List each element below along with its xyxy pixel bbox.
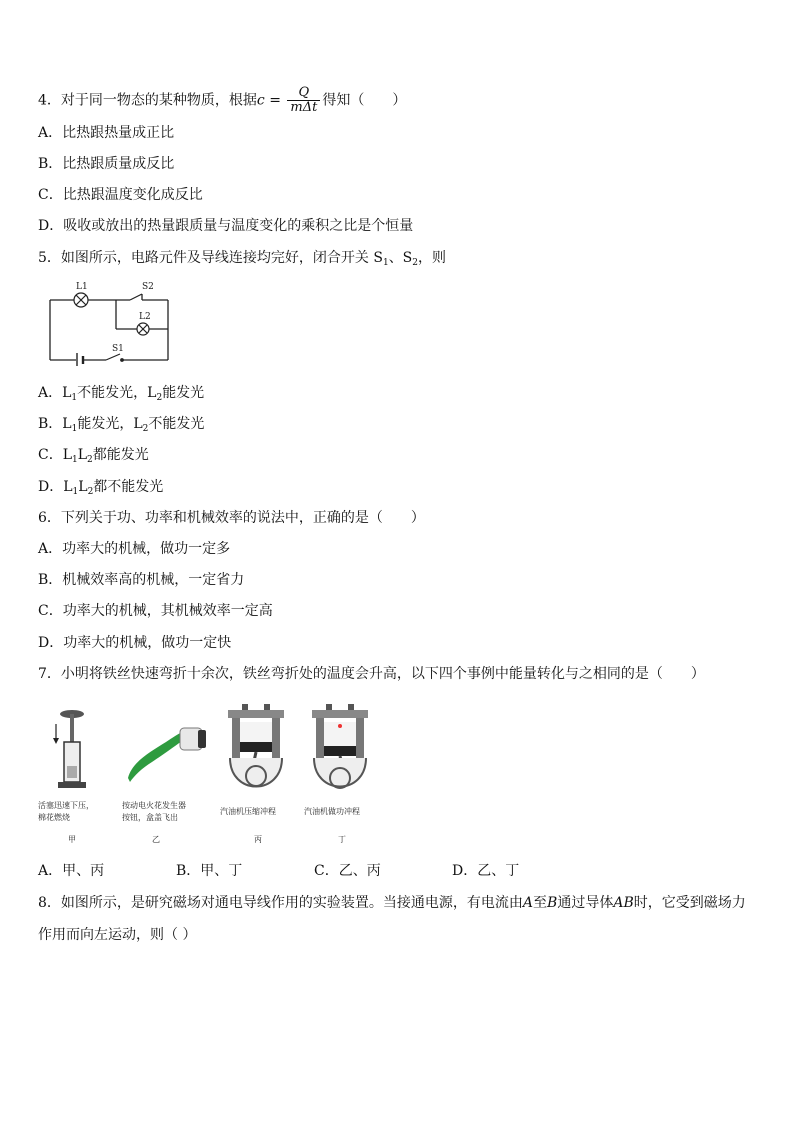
q6-option-c: C．功率大的机械，其机械效率一定高 [38,603,273,619]
q4-formula-eq: = [264,92,286,109]
q4-stem-after: 得知（ ） [322,92,407,109]
q5b-p2: 能发光，L [77,416,143,432]
battery-icon [77,353,83,366]
q7-option-c: C．乙、丙 [314,863,381,879]
q4-option-a: A．比热跟热量成正比 [38,125,175,141]
label-s2: S2 [142,282,154,292]
q5d-p2: L [78,479,88,495]
q8-point-a: A [522,895,534,911]
figure-jia [34,700,104,850]
switch-s2-icon [130,294,142,300]
q5b-p1: B．L [38,416,72,432]
q5c-s1: 1 [72,455,78,465]
q5-circuit-diagram [44,282,174,366]
figure-bing-caption: 汽油机压缩冲程 [220,807,276,816]
q7-options [38,861,538,881]
q5-s1-subscript: 1 [382,258,389,268]
q5-option-c [38,445,149,470]
q5c-p1: C．L [38,447,73,463]
q5d-s1: 1 [72,487,79,497]
q4-formula-c: c [256,92,265,109]
q8-through: 通过导体 [557,895,614,911]
figure-jia-label: 甲 [68,835,76,844]
figure-ding-caption: 汽油机做功冲程 [304,807,360,816]
q5-stem-text-c: ，则 [418,250,447,266]
q5b-s1: 1 [71,424,78,434]
q4-option-d: D．吸收或放出的热量跟质量与温度变化的乘积之比是个恒量 [38,218,414,234]
q5c-s2: 2 [87,455,93,465]
q5b-p3: 不能发光 [148,416,205,432]
q8-stem-line2: 作用而向左运动，则（ ） [38,927,197,943]
q7-figures [34,700,384,850]
q4-stem-before: 4．对于同一物态的某种物质，根据 [38,92,257,109]
label-l1: L1 [76,282,88,292]
q4-option-c: C．比热跟温度变化成反比 [38,187,203,203]
q5-option-b [38,414,204,439]
q5a-s1: 1 [71,393,78,403]
figure-bing [220,700,298,850]
figure-yi-label: 乙 [152,835,160,844]
q8-conductor-ab: AB [613,895,634,911]
q6-stem: 6．下列关于功、功率和机械效率的说法中，正确的是（ ） [38,510,425,526]
q6-option-d: D．功率大的机械，做功一定快 [38,635,232,651]
q8-stem-line1 [38,893,746,913]
q5-s2-subscript: 2 [412,258,419,268]
figure-ding [304,700,382,850]
q5a-s2: 2 [156,393,163,403]
label-s1: S1 [112,344,124,354]
circuit-svg [44,282,174,366]
engine-power-icon [304,700,382,800]
figure-jia-caption-1: 活塞迅速下压， [38,801,94,810]
q4-stem [38,86,406,115]
figure-yi [120,700,210,850]
q4-formula-denominator: mΔt [290,100,318,115]
figure-yi-caption-2: 按钮，盒盖飞出 [122,813,178,822]
figure-jia-caption-2: 棉花燃烧 [38,813,70,822]
q5c-p2: L [77,447,88,463]
q5c-p3: 都能发光 [92,447,149,463]
q5-stem [38,248,446,273]
q5b-s2: 2 [142,424,149,434]
q5-option-a [38,383,204,408]
q5-stem-text-b: 、S [388,250,413,266]
figure-yi-caption-1: 按动电火花发生器 [122,801,186,810]
q4-formula-fraction [287,86,320,115]
q5d-p1: D．L [38,479,73,495]
lamp-l2-icon [137,323,149,335]
fire-piston-icon [34,700,104,800]
q6-option-a: A．功率大的机械，做功一定多 [38,541,231,557]
q4-formula-numerator: Q [287,86,320,101]
q5a-p3: 能发光 [162,385,205,401]
q5a-p2: 不能发光，L [77,385,157,401]
q7-option-b: B．甲、丁 [176,863,243,879]
lamp-l1-icon [74,293,88,307]
q5a-p1: A．L [38,385,72,401]
switch-s1-icon [106,354,123,361]
q5d-s2: 2 [87,487,94,497]
q7-option-a: A．甲、丙 [38,863,105,879]
figure-ding-label: 丁 [338,835,346,844]
q6-option-b: B．机械效率高的机械，一定省力 [38,572,245,588]
q8-stem-b: 时，它受到磁场力 [633,895,746,911]
q5d-p3: 都不能发光 [93,479,164,495]
q8-stem-a: 8．如图所示，是研究磁场对通电导线作用的实验装置。当接通电源，有电流由 [38,895,523,911]
q5-option-d [38,477,163,502]
q5-stem-text-a: 5．如图所示，电路元件及导线连接均完好，闭合开关 S [38,250,383,266]
q7-option-d: D．乙、丁 [452,863,520,879]
q4-option-b: B．比热跟质量成反比 [38,156,175,172]
q8-point-b: B [547,895,558,911]
q7-stem: 7．小明将铁丝快速弯折十余次，铁丝弯折处的温度会升高，以下四个事例中能量转化与之相同的是（ ） [38,666,705,682]
q8-to: 至 [533,895,548,911]
label-l2: L2 [139,312,151,322]
spark-generator-icon [120,700,210,800]
engine-compression-icon [220,700,298,800]
figure-bing-label: 丙 [254,835,262,844]
